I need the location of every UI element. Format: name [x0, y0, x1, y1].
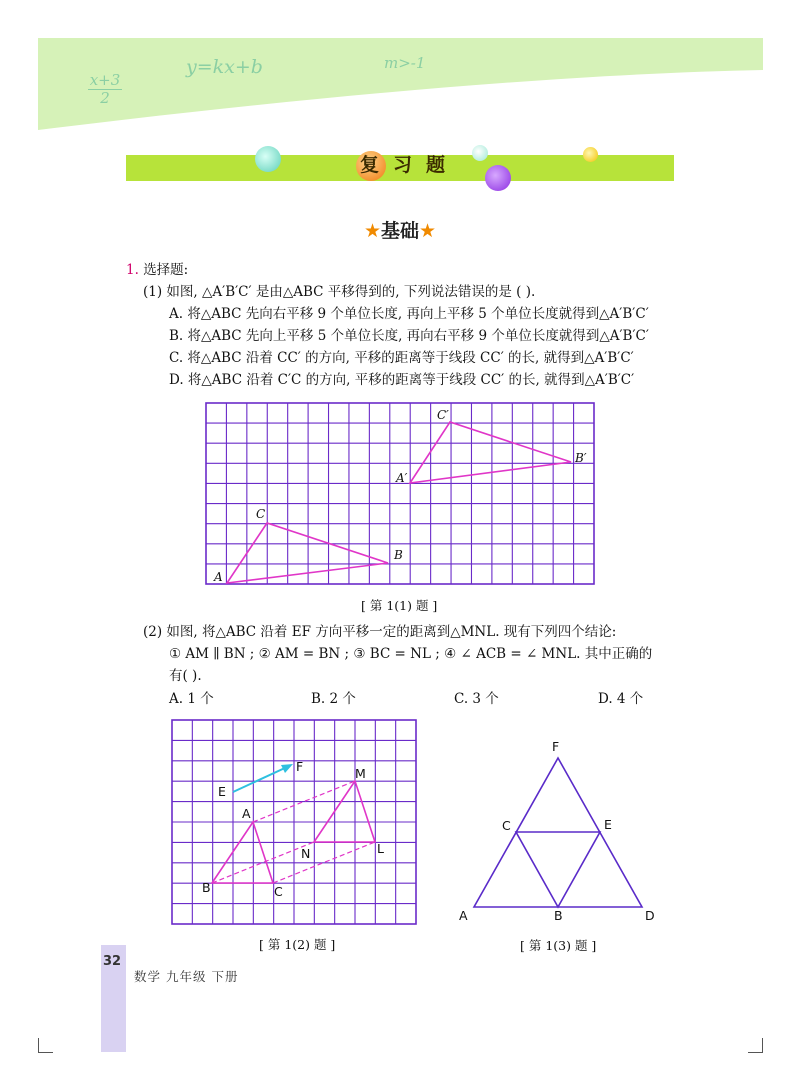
figure-1-3	[455, 736, 670, 926]
label-a: A	[214, 570, 223, 584]
arrow-head-icon	[281, 764, 293, 773]
problem-number: 1.	[126, 262, 139, 278]
label-f: F	[296, 759, 304, 774]
figure-1-1	[200, 398, 600, 590]
label-c-prime: C′	[437, 408, 449, 422]
q2-line-1: (2) 如图, 将△ABC 沿着 EF 方向平移一定的距离到△MNL. 现有下列四个结论:	[143, 624, 617, 640]
label-a: A	[459, 908, 468, 923]
decor-circle-teal	[255, 146, 281, 172]
decor-circle-mint	[472, 145, 488, 161]
label-a-prime: A′	[396, 471, 408, 485]
q1-option-c: C. 将△ABC 沿着 CC′ 的方向, 平移的距离等于线段 CC′ 的长, 就得到△A′B′C′	[169, 350, 634, 366]
q2-option-c: C. 3 个	[454, 691, 499, 707]
triangle-abc	[227, 523, 388, 583]
label-f: F	[552, 739, 560, 754]
q2-line-2: ① AM ∥ BN ; ② AM = BN ; ③ BC = NL ; ④ ∠ ACB = ∠ MNL. 其中正确的	[169, 646, 653, 662]
label-c: C	[274, 884, 283, 899]
label-m: M	[355, 766, 366, 781]
header-banner	[38, 38, 763, 133]
label-b: B	[554, 908, 563, 923]
label-c: C	[256, 507, 266, 521]
caption-1-1: [ 第 1(1) 题 ]	[361, 598, 438, 613]
caption-1-2: [ 第 1(2) 题 ]	[259, 937, 336, 952]
star-icon: ★	[419, 220, 437, 242]
formula-inequality: m>-1	[384, 54, 426, 72]
q1-option-a: A. 将△ABC 先向右平移 9 个单位长度, 再向上平移 5 个单位长度就得到△A′B′C′	[169, 306, 649, 322]
formula-numerator: x+3	[89, 71, 121, 89]
formula-denominator: 2	[100, 89, 110, 107]
caption-1-3: [ 第 1(3) 题 ]	[520, 938, 597, 953]
label-b-prime: B′	[575, 451, 587, 465]
label-a: A	[242, 806, 251, 821]
section-heading	[340, 216, 460, 243]
problem-1-header	[126, 261, 188, 279]
label-d: D	[645, 908, 655, 923]
page-title: 复习题	[360, 154, 460, 176]
label-e: E	[218, 784, 226, 799]
q1-option-d: D. 将△ABC 沿着 C′C 的方向, 平移的距离等于线段 CC′ 的长, 就得到△A′B′C′	[169, 372, 635, 388]
label-l: L	[377, 841, 384, 856]
formula-fraction	[88, 72, 122, 107]
star-icon: ★	[363, 220, 381, 242]
problem-stem: 选择题:	[143, 262, 189, 278]
decor-circle-yellow	[583, 147, 598, 162]
page-number: 32	[103, 954, 122, 969]
arrow-ef	[233, 767, 287, 792]
book-title: 数学 九年级 下册	[134, 969, 239, 984]
label-b: B	[202, 880, 211, 895]
label-n: N	[301, 846, 311, 861]
crop-mark-bottom-left	[38, 1038, 53, 1053]
triangle-a2b2c2	[410, 422, 571, 483]
crop-mark-bottom-right	[748, 1038, 763, 1053]
inner-triangle	[516, 832, 600, 907]
label-c: C	[502, 818, 511, 833]
section-label: 基础	[380, 220, 419, 242]
label-b: B	[394, 548, 403, 562]
decor-circle-purple	[485, 165, 511, 191]
q1-option-b: B. 将△ABC 先向上平移 5 个单位长度, 再向右平移 9 个单位长度就得到△A′B′C′	[169, 328, 649, 344]
figure-1-2	[168, 716, 420, 928]
triangle-abc-2	[212, 822, 273, 883]
formula-linear: y=kx+b	[186, 56, 263, 78]
q2-option-a: A. 1 个	[169, 691, 214, 707]
q2-option-d: D. 4 个	[598, 691, 644, 707]
triangle-mnl	[314, 781, 375, 842]
label-e: E	[604, 817, 612, 832]
q2-line-3: 有( ).	[169, 668, 202, 684]
q2-option-b: B. 2 个	[311, 691, 356, 707]
q1-text: (1) 如图, △A′B′C′ 是由△ABC 平移得到的, 下列说法错误的是 ( ).	[143, 284, 536, 300]
